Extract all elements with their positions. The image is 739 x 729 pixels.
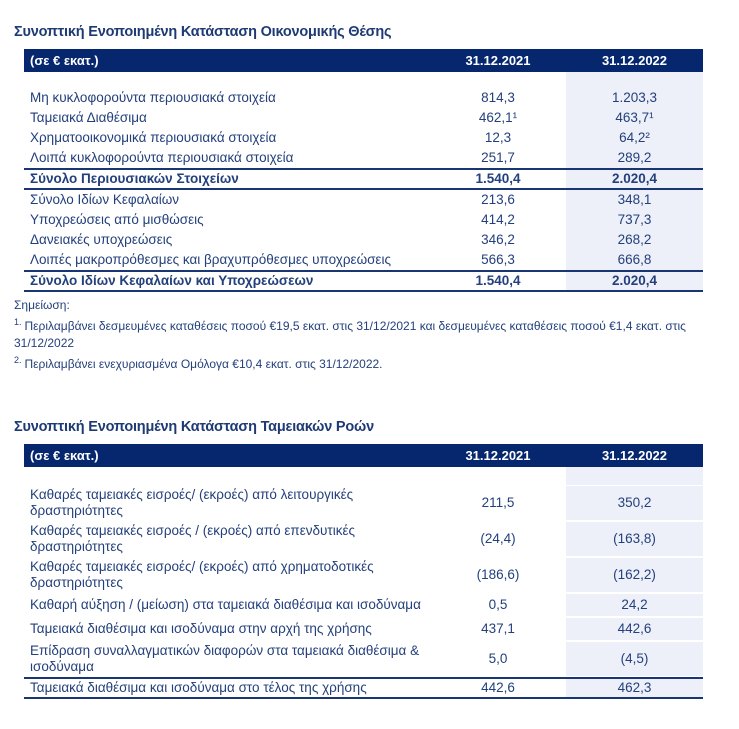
note-item (14, 314, 731, 352)
row-value-2022: 2.020,4 (566, 272, 703, 290)
row-value-2021: 1.540,4 (475, 171, 521, 186)
row-label: Σύνολο Ιδίων Κεφαλαίων και Υποχρεώσεων (30, 273, 314, 288)
note-marker: 2. (14, 355, 22, 365)
table-row (24, 108, 703, 128)
notes-heading: Σημείωση: (14, 298, 70, 312)
row-value-2022: 463,7¹ (566, 108, 703, 128)
note-text: Περιλαμβάνει δεσμευμένες καταθέσεις ποσού €19,5 εκατ. στις 31/12/2021 και δεσμευμένες καταθέσεις ποσού €1,4 εκατ. στις 31/12/2022 (14, 319, 686, 350)
row-value-2021: 12,3 (484, 130, 512, 145)
row-value-2021: 814,3 (481, 90, 515, 105)
row-label: Καθαρή αύξηση / (μείωση) στα ταμειακά διαθέσιμα και ισοδύναμα (30, 597, 421, 612)
table-row (24, 557, 703, 593)
row-value-2021: 442,6 (481, 680, 515, 695)
table-row (24, 148, 703, 168)
row-value-2021: (24,4) (480, 531, 516, 546)
row-value-2021: 566,3 (481, 252, 515, 267)
spacer-row (24, 467, 703, 485)
row-value-2021: 211,5 (481, 495, 515, 510)
row-value-2021: (186,6) (476, 567, 520, 582)
total-row (24, 168, 703, 190)
col-2022-header: 31.12.2022 (601, 447, 668, 463)
row-value-2022: (163,8) (566, 522, 703, 556)
row-label: Ταμειακά διαθέσιμα και ισοδύναμα στο τέλος της χρήσης (30, 680, 367, 695)
row-value-2022: 1.203,3 (566, 88, 703, 108)
row-label: Λοιπά κυκλοφορούντα περιουσιακά στοιχεία (30, 150, 294, 165)
col-2021-header: 31.12.2021 (465, 447, 531, 463)
table-header-row (24, 49, 703, 72)
row-value-2022: 348,1 (566, 190, 703, 210)
unit-header-cell: (σε € εκατ.) (30, 52, 99, 68)
row-value-2022: 462,3 (566, 679, 703, 697)
note-text: Περιλαμβάνει ενεχυριασμένα Ομόλογα €10,4 εκατ. στις 31/12/2022. (24, 357, 383, 371)
table-row (24, 250, 703, 270)
row-label: Μη κυκλοφορούντα περιουσιακά στοιχεία (30, 90, 276, 105)
closing-balance-row (24, 677, 703, 699)
row-label: Λοιπές μακροπρόθεσμες και βραχυπρόθεσμες υποχρεώσεις (30, 252, 391, 267)
row-value-2022: 350,2 (566, 486, 703, 520)
row-value-2021: 5,0 (488, 651, 508, 666)
row-label: Ταμειακά διαθέσιμα και ισοδύναμα στην αρχή της χρήσης (30, 621, 372, 636)
row-value-2021: 0,5 (488, 597, 508, 612)
table-row (24, 641, 703, 677)
row-value-2022: 442,6 (566, 618, 703, 640)
table-row (24, 521, 703, 557)
col-2022-header: 31.12.2022 (601, 52, 668, 68)
row-label: Σύνολο Ιδίων Κεφαλαίων (30, 192, 180, 207)
row-value-2022: 64,2² (566, 128, 703, 148)
table-row (24, 485, 703, 521)
row-label: Καθαρές ταμειακές εισροές / (εκροές) από επενδυτικές δραστηριότητες (30, 523, 356, 554)
note-item (14, 352, 731, 373)
table-row (24, 128, 703, 148)
table-row (24, 190, 703, 210)
row-value-2022: 2.020,4 (566, 170, 703, 188)
section-gap (14, 373, 725, 419)
table-row (24, 617, 703, 641)
note-marker: 1. (14, 317, 22, 327)
row-value-2021: 462,1¹ (478, 110, 518, 125)
table-row (24, 230, 703, 250)
row-value-2021: 1.540,4 (475, 273, 521, 288)
row-label: Χρηματοοικονομικά περιουσιακά στοιχεία (30, 130, 277, 145)
row-label: Σύνολο Περιουσιακών Στοιχείων (30, 171, 239, 186)
row-label: Καθαρές ταμειακές εισροές/ (εκροές) από λειτουργικές δραστηριότητες (30, 487, 354, 518)
cash-flow-title: Συνοπτική Ενοποιημένη Κατάσταση Ταμειακών Ροών (14, 419, 374, 435)
row-value-2022: (162,2) (566, 558, 703, 592)
row-value-2022: 666,8 (566, 250, 703, 270)
row-label: Καθαρές ταμειακές εισροές/ (εκροές) από χρηματοδοτικές δραστηριότητες (30, 559, 374, 590)
spacer-row (24, 72, 703, 88)
col-2021-header: 31.12.2021 (465, 52, 531, 68)
row-value-2022: 737,3 (566, 210, 703, 230)
row-value-2021: 251,7 (481, 150, 515, 165)
row-value-2022: 268,2 (566, 230, 703, 250)
row-label: Επίδραση συναλλαγματικών διαφορών στα ταμειακά διαθέσιμα & ισοδύναμα (30, 643, 420, 674)
row-value-2021: 437,1 (481, 621, 515, 636)
financial-position-table (24, 49, 703, 292)
table-row (24, 88, 703, 108)
cash-flow-table (24, 444, 703, 699)
total-row (24, 270, 703, 292)
row-label: Ταμειακά Διαθέσιμα (30, 110, 147, 125)
notes-section (14, 297, 731, 373)
unit-header-cell: (σε € εκατ.) (30, 447, 99, 463)
row-value-2022: 24,2 (566, 594, 703, 616)
row-value-2021: 346,2 (481, 232, 515, 247)
row-label: Υποχρεώσεις από μισθώσεις (30, 212, 204, 227)
row-value-2021: 213,6 (481, 192, 515, 207)
row-value-2022: 289,2 (566, 148, 703, 168)
table-row (24, 593, 703, 617)
table-row (24, 210, 703, 230)
table-header-row (24, 444, 703, 467)
row-label: Δανειακές υποχρεώσεις (30, 232, 173, 247)
financial-position-title: Συνοπτική Ενοποιημένη Κατάσταση Οικονομικής Θέσης (14, 24, 392, 40)
row-value-2021: 414,2 (481, 212, 515, 227)
row-value-2022: (4,5) (566, 642, 703, 676)
